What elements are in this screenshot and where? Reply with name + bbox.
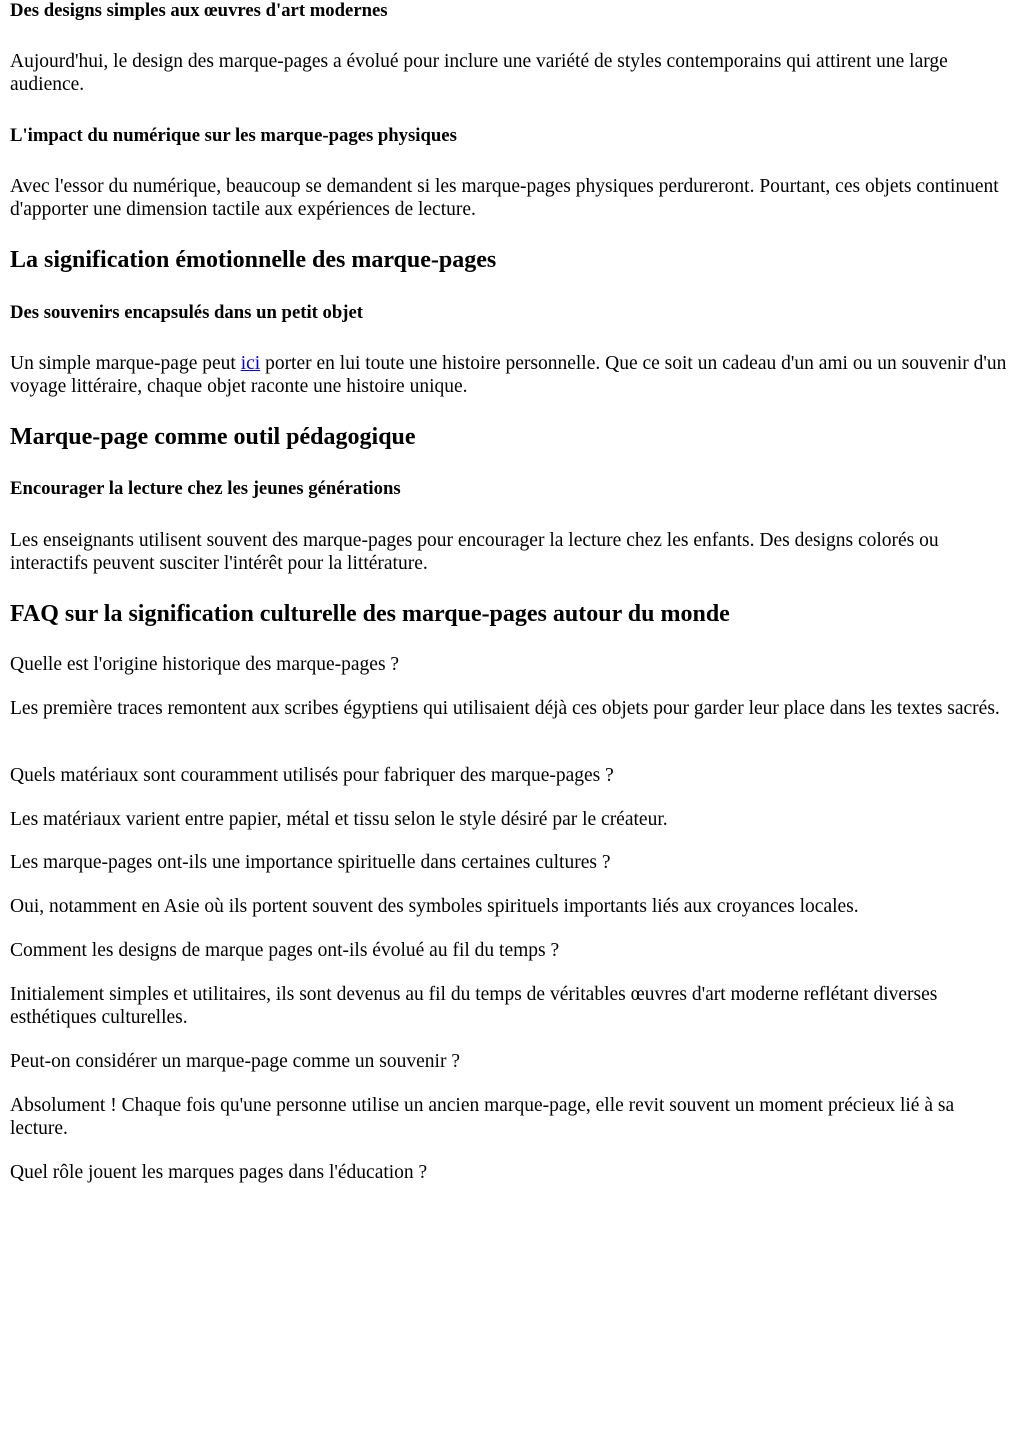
faq-answer: Initialement simples et utilitaires, ils sont devenus au fil du temps de véritables œuvres d'art moderne reflétant diverses esthétiques culturelles. (10, 984, 938, 1028)
paragraph-souvenirs-text-end: porter en lui toute une histoire personnelle. Que ce soit un cadeau d'un ami ou un souvenir d'un voyage littéraire, chaque objet raconte une histoire unique. (10, 353, 1007, 397)
faq-answer: Les matériaux varient entre papier, métal et tissu selon le style désiré par le créateur. (10, 809, 668, 830)
paragraph-jeunes: Les enseignants utilisent souvent des marque-pages pour encourager la lecture chez les enfants. Des designs colorés ou interactifs peuvent susciter l'intérêt pour la littérature. (10, 530, 939, 574)
heading-designs: Des designs simples aux œuvres d'art modernes (10, 0, 388, 21)
heading-faq: FAQ sur la signification culturelle des marque-pages autour du monde (10, 601, 730, 627)
paragraph-designs: Aujourd'hui, le design des marque-pages a évolué pour inclure une variété de styles contemporains qui attirent une large audience. (10, 51, 948, 95)
heading-pedagogique: Marque-page comme outil pédagogique (10, 424, 416, 450)
ici-link[interactable]: ici (240, 353, 261, 374)
paragraph-souvenirs-text-start: Un simple marque-page peut (10, 353, 241, 374)
heading-emotion: La signification émotionnelle des marque-pages (10, 247, 497, 273)
faq-question: Quels matériaux sont couramment utilisés pour fabriquer des marque-pages ? (10, 765, 614, 786)
faq-question: Les marque-pages ont-ils une importance spirituelle dans certaines cultures ? (10, 852, 611, 873)
faq-question: Quelle est l'origine historique des marque-pages ? (10, 654, 400, 675)
faq-answer: Les première traces remontent aux scribes égyptiens qui utilisaient déjà ces objets pour garder leur place dans les textes sacrés. (10, 698, 1000, 719)
faq-answer: Oui, notamment en Asie où ils portent souvent des symboles spirituels importants liés aux croyances locales. (10, 896, 859, 917)
faq-answer: Absolument ! Chaque fois qu'une personne utilise un ancien marque-page, elle revit souvent un moment précieux lié à sa lecture. (10, 1095, 955, 1139)
heading-souvenirs: Des souvenirs encapsulés dans un petit objet (10, 302, 364, 323)
paragraph-numerique: Avec l'essor du numérique, beaucoup se demandent si les marque-pages physiques perdureront. Pourtant, ces objets continuent d'apporter une dimension tactile aux expériences de lecture. (10, 176, 999, 220)
faq-question: Comment les designs de marque pages ont-ils évolué au fil du temps ? (10, 940, 560, 961)
faq-question: Peut-on considérer un marque-page comme un souvenir ? (10, 1051, 460, 1072)
heading-jeunes: Encourager la lecture chez les jeunes générations (10, 478, 401, 499)
heading-numerique: L'impact du numérique sur les marque-pages physiques (10, 125, 457, 146)
faq-question: Quel rôle jouent les marques pages dans l'éducation ? (10, 1162, 428, 1183)
paragraph-souvenirs (10, 352, 1014, 398)
